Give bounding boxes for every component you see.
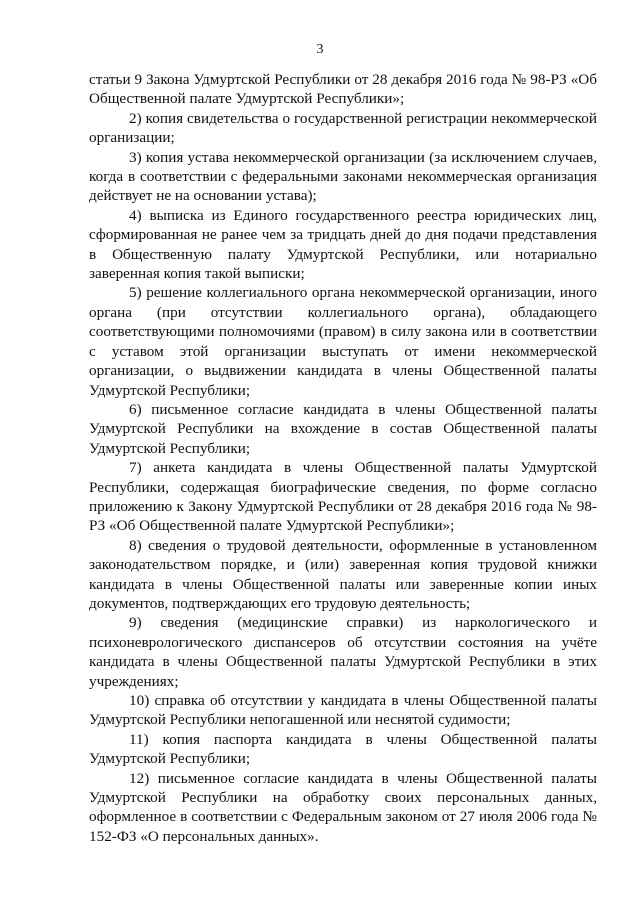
paragraph-continuation: статьи 9 Закона Удмуртской Республики от 28 декабря 2016 года № 98-РЗ «Об Общественной палате Удмуртской Республики»; bbox=[89, 71, 597, 108]
list-item-6: 6) письменное согласие кандидата в члены Общественной палаты Удмуртской Республики на вхождение в состав Общественной палаты Удмуртской Республики; bbox=[89, 400, 597, 457]
list-item-9: 9) сведения (медицинские справки) из наркологического и психоневрологического диспансеров об отсутствии состояния на учёте кандидата в члены Общественной палаты Удмуртской Республики в этих учреждениях; bbox=[89, 614, 597, 690]
list-item-8: 8) сведения о трудовой деятельности, оформленные в установленном законодательством порядке, и (или) заверенная копия трудовой книжки кандидата в члены Общественной палаты или заверенные копии иных документов, подтверждающих его трудовую деятельность; bbox=[89, 536, 597, 612]
document-body bbox=[89, 70, 597, 846]
list-item-11: 11) копия паспорта кандидата в члены Общественной палаты Удмуртской Республики; bbox=[89, 730, 597, 768]
page-number: 3 bbox=[316, 42, 324, 57]
list-item-3: 3) копия устава некоммерческой организации (за исключением случаев, когда в соответствии с федеральными законами некоммерческая организация действует не на основании устава); bbox=[89, 148, 597, 205]
list-item-12: 12) письменное согласие кандидата в члены Общественной палаты Удмуртской Республики на обработку своих персональных данных, оформленное в соответствии с Федеральным законом от 27 июля 2006 года № 152-ФЗ «О персональных данных». bbox=[89, 769, 597, 845]
list-item-7: 7) анкета кандидата в члены Общественной палаты Удмуртской Республики, содержащая биографические сведения, по форме согласно приложению к Закону Удмуртской Республики от 28 декабря 2016 года № 98-РЗ «Об Общественной палате Удмуртской Республики»; bbox=[89, 459, 597, 535]
list-item-5: 5) решение коллегиального органа некоммерческой организации, иного органа (при отсутствии коллегиального органа), обладающего соответствующими полномочиями (правом) в силу закона или в соответствии с уставом этой организации выступать от имени некоммерческой организации, о выдвижении кандидата в члены Общественной палаты Удмуртской Республики; bbox=[89, 284, 597, 399]
list-item-4: 4) выписка из Единого государственного реестра юридических лиц, сформированная не ранее чем за тридцать дней до дня подачи представления в Общественную палату Удмуртской Республики, или нотариально заверенная копия такой выписки; bbox=[89, 206, 597, 283]
list-item-10: 10) справка об отсутствии у кандидата в члены Общественной палаты Удмуртской Республики непогашенной или неснятой судимости; bbox=[89, 692, 597, 729]
list-item-2: 2) копия свидетельства о государственной регистрации некоммерческой организации; bbox=[89, 109, 597, 147]
